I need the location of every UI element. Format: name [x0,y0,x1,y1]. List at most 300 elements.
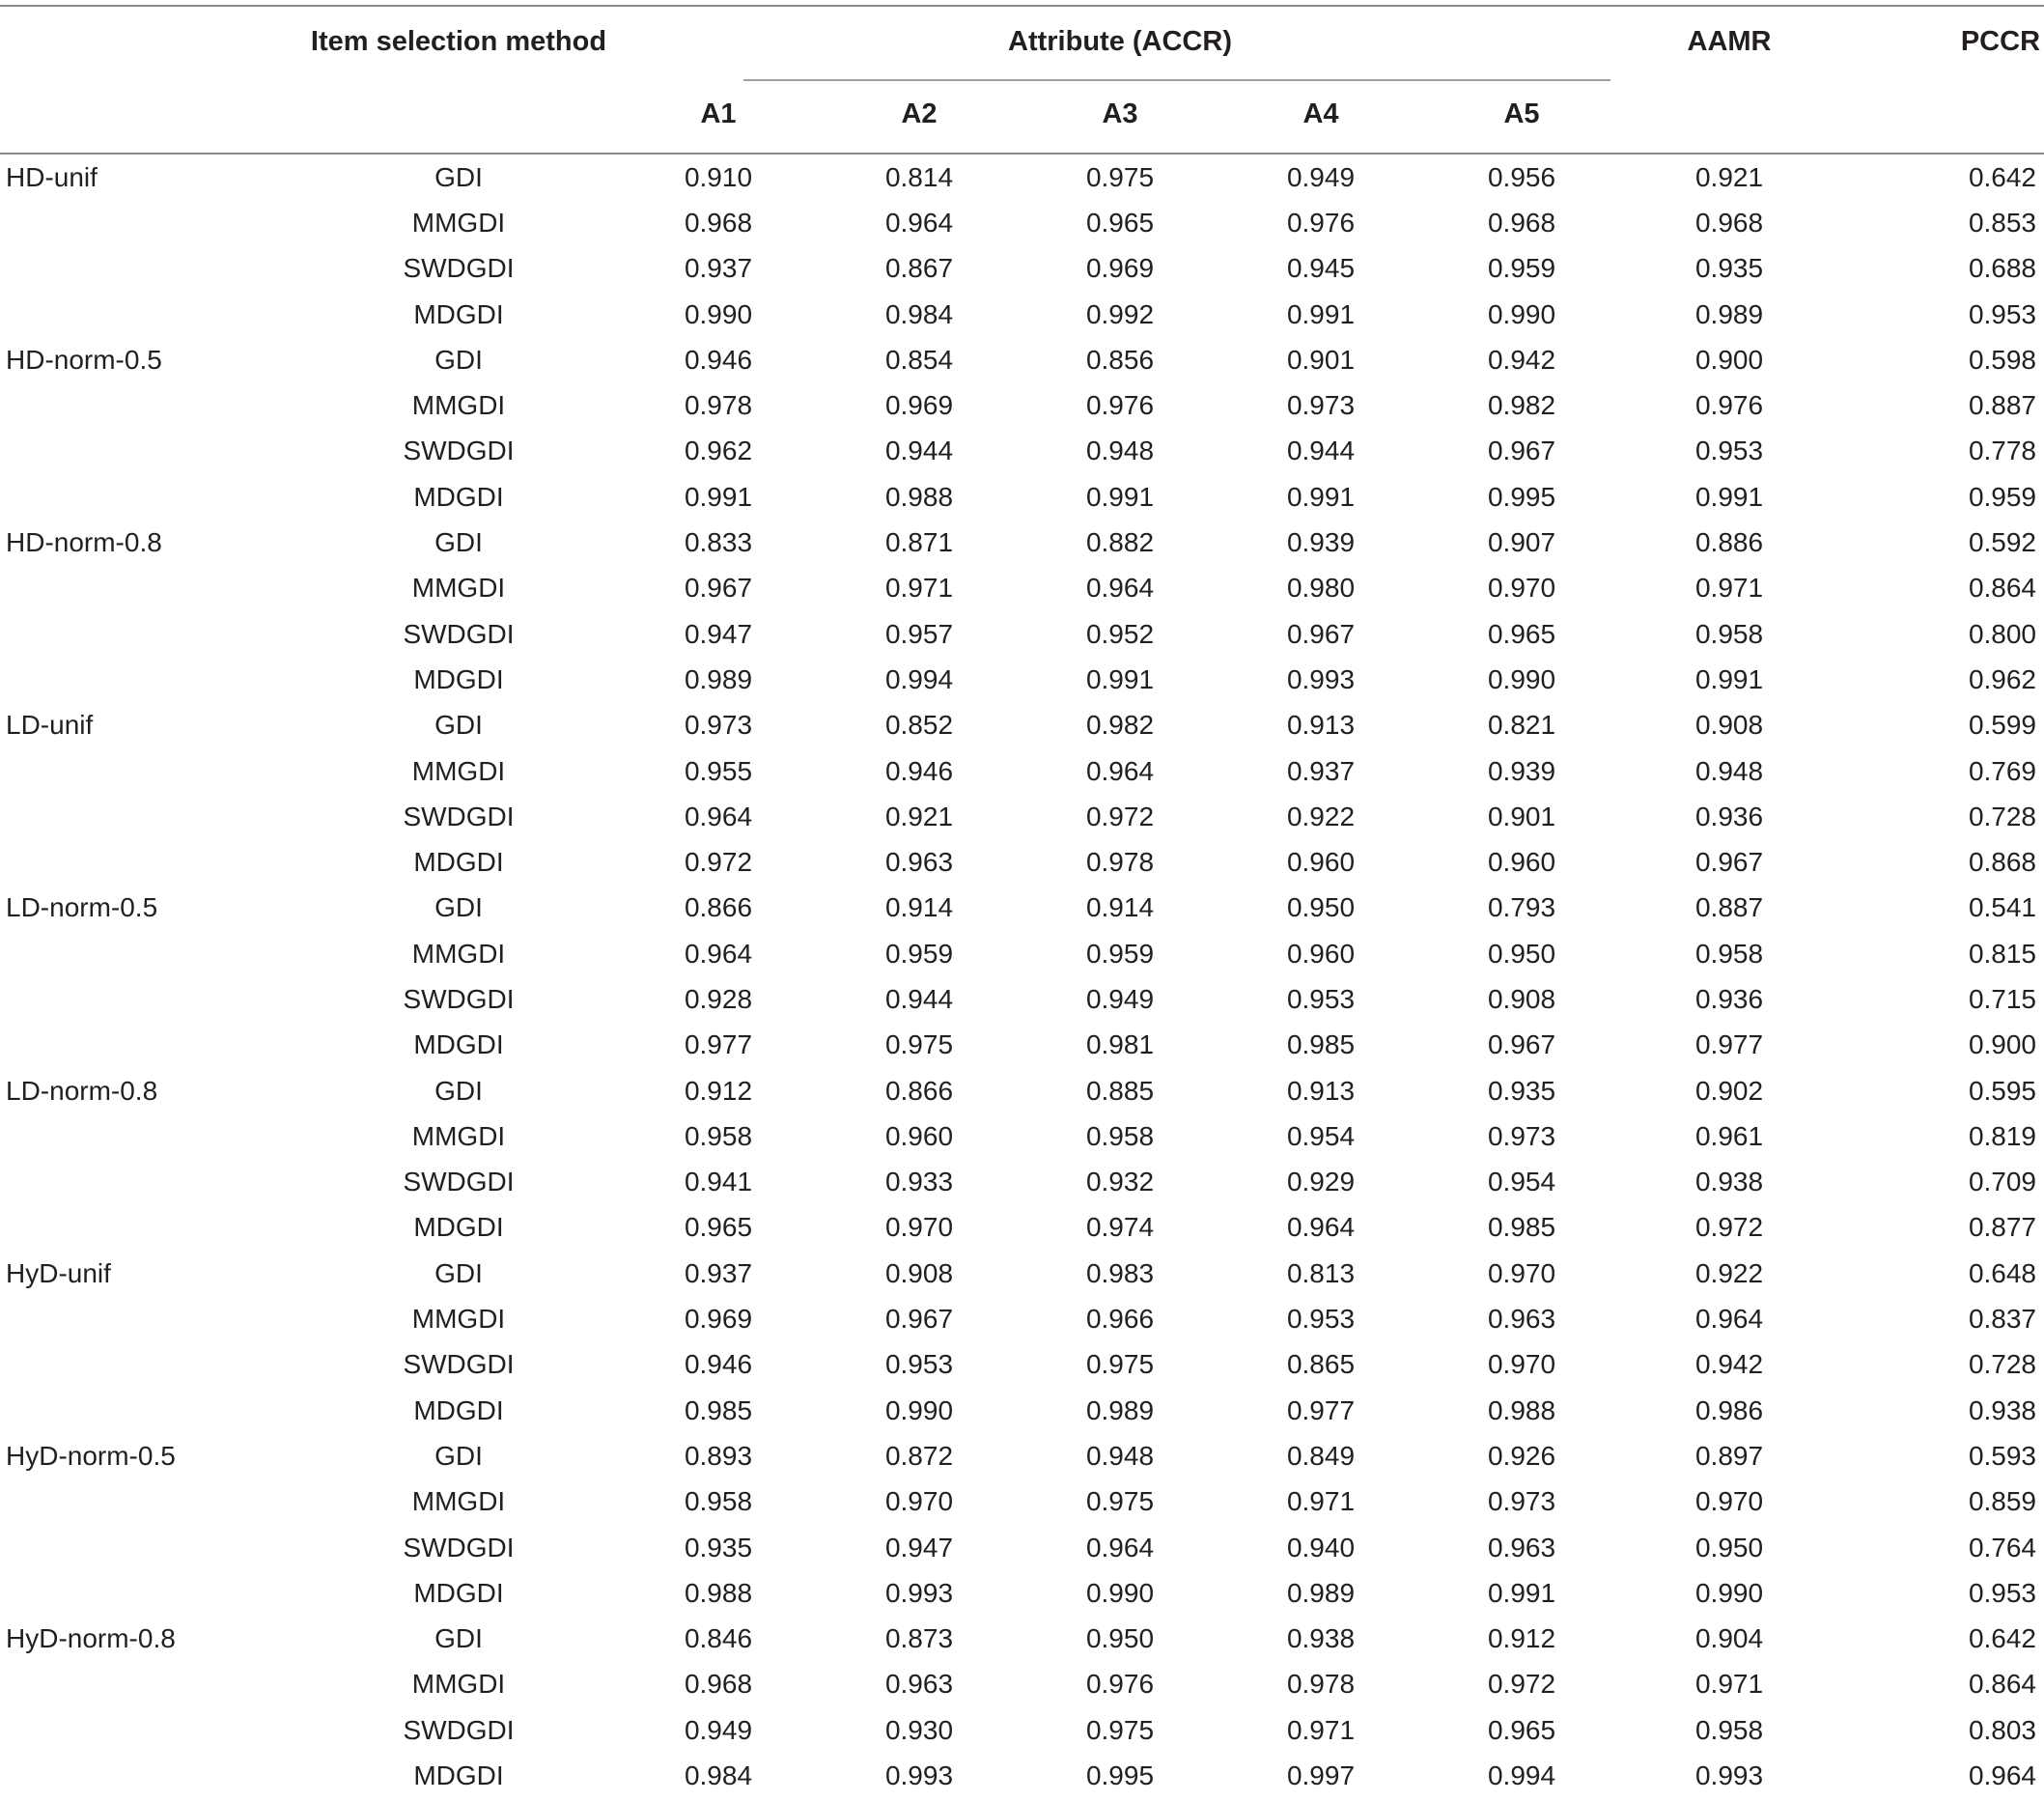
method-cell: GDI [434,527,483,558]
a4-cell: 0.997 [1286,1760,1356,1791]
a2-cell: 0.872 [884,1440,954,1471]
table-row [0,474,2044,520]
a1-cell: 0.968 [684,207,753,238]
pccr-cell: 0.599 [1968,710,2037,741]
a5-cell: 0.939 [1487,755,1556,786]
aamr-cell: 0.922 [1694,1257,1764,1288]
a1-cell: 0.866 [684,892,753,923]
a2-cell: 0.867 [884,253,954,284]
a1-cell: 0.977 [684,1029,753,1060]
aamr-cell: 0.991 [1694,663,1764,694]
a5-cell: 0.963 [1487,1304,1556,1335]
a5-cell: 0.793 [1487,892,1556,923]
condition-cell [0,1388,299,1433]
a5-cell: 0.967 [1487,436,1556,466]
a3-cell: 0.995 [1085,1760,1155,1791]
pccr-cell: 0.900 [1968,1029,2037,1060]
a4-cell: 0.865 [1286,1349,1356,1380]
pccr-cell: 0.868 [1968,847,2037,878]
a5-cell: 0.973 [1487,1120,1556,1151]
aamr-cell: 0.897 [1694,1440,1764,1471]
a3-cell: 0.950 [1085,1623,1155,1654]
aamr-cell: 0.958 [1694,618,1764,649]
condition-cell [0,382,299,428]
a4-cell: 0.991 [1286,481,1356,512]
a4-cell: 0.939 [1286,527,1356,558]
a4-cell: 0.913 [1286,1075,1356,1106]
condition-cell: LD-norm-0.5 [6,892,158,923]
method-cell: MMGDI [411,1120,506,1151]
a5-cell: 0.960 [1487,847,1556,878]
a4-cell: 0.945 [1286,253,1356,284]
pccr-cell: 0.769 [1968,755,2037,786]
condition-cell: HyD-unif [6,1257,111,1288]
a1-cell: 0.964 [684,801,753,831]
method-cell: GDI [434,1440,483,1471]
a5-cell: 0.965 [1487,618,1556,649]
a2-cell: 0.933 [884,1167,954,1197]
condition-cell [0,1753,299,1798]
method-cell: MMGDI [411,573,506,604]
aamr-cell: 0.972 [1694,1212,1764,1243]
condition-cell [0,292,299,337]
header-condition-blank-2 [0,75,299,154]
table-row [0,1251,2044,1296]
method-cell: MDGDI [413,1577,504,1608]
a5-cell: 0.968 [1487,207,1556,238]
a2-cell: 0.908 [884,1257,954,1288]
method-cell: MDGDI [413,1212,504,1243]
condition-cell [0,1160,299,1205]
a1-cell: 0.988 [684,1577,753,1608]
a5-cell: 0.926 [1487,1440,1556,1471]
a1-cell: 0.833 [684,527,753,558]
a5-cell: 0.973 [1487,1486,1556,1517]
method-cell: MDGDI [413,1394,504,1425]
a5-cell: 0.935 [1487,1075,1556,1106]
a5-cell: 0.970 [1487,1349,1556,1380]
a2-cell: 0.866 [884,1075,954,1106]
a4-cell: 0.813 [1286,1257,1356,1288]
a5-cell: 0.956 [1487,161,1556,192]
a4-cell: 0.980 [1286,573,1356,604]
aamr-cell: 0.942 [1694,1349,1764,1380]
a5-cell: 0.821 [1487,710,1556,741]
aamr-cell: 0.902 [1694,1075,1764,1106]
pccr-cell: 0.953 [1968,1577,2037,1608]
table-row [0,1570,2044,1616]
method-cell: MDGDI [413,1029,504,1060]
table-row [0,337,2044,382]
a3-cell: 0.976 [1085,1669,1155,1700]
a4-cell: 0.953 [1286,1304,1356,1335]
a1-cell: 0.946 [684,344,753,375]
aamr-cell: 0.950 [1694,1532,1764,1563]
header-pccr-blank [1836,75,2044,154]
a5-cell: 0.908 [1487,983,1556,1014]
condition-cell [0,200,299,245]
condition-cell: HD-norm-0.8 [6,527,162,558]
aamr-cell: 0.977 [1694,1029,1764,1060]
method-cell: MDGDI [413,663,504,694]
aamr-cell: 0.990 [1694,1577,1764,1608]
aamr-cell: 0.953 [1694,436,1764,466]
table-row [0,1617,2044,1662]
a1-cell: 0.984 [684,1760,753,1791]
method-cell: GDI [434,344,483,375]
pccr-cell: 0.859 [1968,1486,2037,1517]
table-row [0,657,2044,702]
pccr-cell: 0.962 [1968,663,2037,694]
a2-cell: 0.971 [884,573,954,604]
aamr-cell: 0.971 [1694,1669,1764,1700]
pccr-cell: 0.800 [1968,618,2037,649]
table-row [0,154,2044,200]
a2-cell: 0.953 [884,1349,954,1380]
aamr-cell: 0.958 [1694,938,1764,969]
table-row [0,1707,2044,1753]
pccr-cell: 0.778 [1968,436,2037,466]
a2-cell: 0.959 [884,938,954,969]
method-cell: GDI [434,1257,483,1288]
pccr-cell: 0.837 [1968,1304,2037,1335]
a5-cell: 0.982 [1487,390,1556,421]
aamr-cell: 0.886 [1694,527,1764,558]
pccr-cell: 0.853 [1968,207,2037,238]
pccr-cell: 0.938 [1968,1394,2037,1425]
a3-cell: 0.932 [1085,1167,1155,1197]
table-row [0,839,2044,885]
a1-cell: 0.941 [684,1167,753,1197]
table-row [0,1662,2044,1707]
method-cell: SWDGDI [403,1714,515,1745]
a2-cell: 0.921 [884,801,954,831]
condition-cell: HD-norm-0.5 [6,344,162,375]
aamr-cell: 0.948 [1694,755,1764,786]
a5-cell: 0.991 [1487,1577,1556,1608]
a5-cell: 0.959 [1487,253,1556,284]
a3-cell: 0.948 [1085,436,1155,466]
table-row [0,1479,2044,1525]
a1-cell: 0.965 [684,1212,753,1243]
a2-cell: 0.969 [884,390,954,421]
header-condition-blank [0,6,299,75]
a1-cell: 0.955 [684,755,753,786]
table-row [0,520,2044,565]
header-method-blank-2 [299,75,618,154]
a3-cell: 0.975 [1085,1349,1155,1380]
a3-cell: 0.992 [1085,298,1155,329]
pccr-cell: 0.541 [1968,892,2037,923]
a2-cell: 0.960 [884,1120,954,1151]
a3-cell: 0.982 [1085,710,1155,741]
method-cell: MMGDI [411,390,506,421]
aamr-cell: 0.989 [1694,298,1764,329]
a3-cell: 0.856 [1085,344,1155,375]
a2-cell: 0.944 [884,436,954,466]
pccr-cell: 0.728 [1968,801,2037,831]
table-header [0,6,2044,154]
table-row [0,886,2044,931]
a3-cell: 0.972 [1085,801,1155,831]
a2-cell: 0.944 [884,983,954,1014]
a1-cell: 0.972 [684,847,753,878]
a5-cell: 0.970 [1487,1257,1556,1288]
table-row [0,1388,2044,1433]
method-cell: SWDGDI [403,983,515,1014]
a2-cell: 0.993 [884,1760,954,1791]
a4-cell: 0.913 [1286,710,1356,741]
a1-cell: 0.947 [684,618,753,649]
method-cell: SWDGDI [403,801,515,831]
a3-cell: 0.952 [1085,618,1155,649]
header-a1: A1 [618,75,819,154]
method-cell: GDI [434,710,483,741]
a4-cell: 0.954 [1286,1120,1356,1151]
a1-cell: 0.964 [684,938,753,969]
aamr-cell: 0.936 [1694,801,1764,831]
results-table [0,6,2044,1799]
a3-cell: 0.989 [1085,1394,1155,1425]
a2-cell: 0.970 [884,1486,954,1517]
table-row [0,611,2044,657]
header-attribute-group: Attribute (ACCR) [1008,25,1232,57]
condition-cell [0,611,299,657]
a3-cell: 0.959 [1085,938,1155,969]
a3-cell: 0.978 [1085,847,1155,878]
aamr-cell: 0.904 [1694,1623,1764,1654]
table-row [0,748,2044,794]
a5-cell: 0.965 [1487,1714,1556,1745]
a1-cell: 0.958 [684,1120,753,1151]
a3-cell: 0.975 [1085,1714,1155,1745]
a2-cell: 0.873 [884,1623,954,1654]
table-row [0,1205,2044,1251]
a2-cell: 0.970 [884,1212,954,1243]
method-cell: MMGDI [411,938,506,969]
table-row [0,976,2044,1022]
method-cell: MMGDI [411,1486,506,1517]
a2-cell: 0.994 [884,663,954,694]
a3-cell: 0.948 [1085,1440,1155,1471]
table-row [0,200,2044,245]
aamr-cell: 0.986 [1694,1394,1764,1425]
table-row [0,246,2044,292]
a1-cell: 0.949 [684,1714,753,1745]
pccr-cell: 0.648 [1968,1257,2037,1288]
a3-cell: 0.990 [1085,1577,1155,1608]
aamr-cell: 0.991 [1694,481,1764,512]
table-row [0,1068,2044,1113]
method-cell: SWDGDI [403,436,515,466]
aamr-cell: 0.908 [1694,710,1764,741]
table-row [0,1113,2044,1159]
a2-cell: 0.871 [884,527,954,558]
a3-cell: 0.983 [1085,1257,1155,1288]
condition-cell [0,976,299,1022]
condition-cell [0,1662,299,1707]
a5-cell: 0.990 [1487,663,1556,694]
a4-cell: 0.950 [1286,892,1356,923]
a4-cell: 0.973 [1286,390,1356,421]
condition-cell [0,429,299,474]
a2-cell: 0.946 [884,755,954,786]
a2-cell: 0.964 [884,207,954,238]
method-cell: SWDGDI [403,1532,515,1563]
pccr-cell: 0.803 [1968,1714,2037,1745]
table-row [0,794,2044,839]
a2-cell: 0.947 [884,1532,954,1563]
a1-cell: 0.991 [684,481,753,512]
aamr-cell: 0.936 [1694,983,1764,1014]
aamr-cell: 0.971 [1694,573,1764,604]
table-row [0,429,2044,474]
method-cell: MDGDI [413,298,504,329]
condition-cell [0,1707,299,1753]
method-cell: MDGDI [413,1760,504,1791]
aamr-cell: 0.887 [1694,892,1764,923]
a4-cell: 0.976 [1286,207,1356,238]
a4-cell: 0.949 [1286,161,1356,192]
method-cell: MDGDI [413,847,504,878]
a4-cell: 0.922 [1286,801,1356,831]
method-cell: GDI [434,161,483,192]
method-cell: MMGDI [411,1304,506,1335]
a5-cell: 0.907 [1487,527,1556,558]
condition-cell [0,1113,299,1159]
aamr-cell: 0.967 [1694,847,1764,878]
a1-cell: 0.937 [684,253,753,284]
a1-cell: 0.990 [684,298,753,329]
a4-cell: 0.849 [1286,1440,1356,1471]
a4-cell: 0.989 [1286,1577,1356,1608]
a1-cell: 0.946 [684,1349,753,1380]
aamr-cell: 0.900 [1694,344,1764,375]
aamr-cell: 0.935 [1694,253,1764,284]
method-cell: SWDGDI [403,253,515,284]
a2-cell: 0.975 [884,1029,954,1060]
table-row [0,1160,2044,1205]
a5-cell: 0.901 [1487,801,1556,831]
a2-cell: 0.852 [884,710,954,741]
a3-cell: 0.914 [1085,892,1155,923]
a2-cell: 0.930 [884,1714,954,1745]
aamr-cell: 0.938 [1694,1167,1764,1197]
a3-cell: 0.882 [1085,527,1155,558]
header-aamr: AAMR [1687,25,1772,57]
a1-cell: 0.985 [684,1394,753,1425]
pccr-cell: 0.819 [1968,1120,2037,1151]
a3-cell: 0.966 [1085,1304,1155,1335]
pccr-cell: 0.688 [1968,253,2037,284]
a1-cell: 0.978 [684,390,753,421]
pccr-cell: 0.642 [1968,1623,2037,1654]
method-cell: MMGDI [411,755,506,786]
a3-cell: 0.976 [1085,390,1155,421]
a3-cell: 0.991 [1085,663,1155,694]
a2-cell: 0.854 [884,344,954,375]
table-row [0,1433,2044,1478]
condition-cell [0,794,299,839]
a4-cell: 0.937 [1286,755,1356,786]
header-a4: A4 [1220,75,1421,154]
a3-cell: 0.965 [1085,207,1155,238]
a3-cell: 0.964 [1085,573,1155,604]
a5-cell: 0.990 [1487,298,1556,329]
aamr-cell: 0.976 [1694,390,1764,421]
a1-cell: 0.935 [684,1532,753,1563]
a3-cell: 0.949 [1085,983,1155,1014]
a5-cell: 0.963 [1487,1532,1556,1563]
a1-cell: 0.928 [684,983,753,1014]
condition-cell: HyD-norm-0.5 [6,1440,176,1471]
aamr-cell: 0.921 [1694,161,1764,192]
a5-cell: 0.994 [1487,1760,1556,1791]
pccr-cell: 0.959 [1968,481,2037,512]
condition-cell: HD-unif [6,161,98,192]
a3-cell: 0.964 [1085,1532,1155,1563]
a3-cell: 0.974 [1085,1212,1155,1243]
a2-cell: 0.957 [884,618,954,649]
method-cell: GDI [434,892,483,923]
a5-cell: 0.967 [1487,1029,1556,1060]
a3-cell: 0.964 [1085,755,1155,786]
aamr-cell: 0.968 [1694,207,1764,238]
a1-cell: 0.969 [684,1304,753,1335]
condition-cell [0,474,299,520]
a4-cell: 0.953 [1286,983,1356,1014]
method-cell: SWDGDI [403,618,515,649]
a3-cell: 0.969 [1085,253,1155,284]
method-cell: SWDGDI [403,1349,515,1380]
a4-cell: 0.971 [1286,1486,1356,1517]
pccr-cell: 0.877 [1968,1212,2037,1243]
a4-cell: 0.978 [1286,1669,1356,1700]
a4-cell: 0.901 [1286,344,1356,375]
header-a5: A5 [1421,75,1622,154]
a4-cell: 0.993 [1286,663,1356,694]
condition-cell: HyD-norm-0.8 [6,1623,176,1654]
a4-cell: 0.960 [1286,847,1356,878]
a5-cell: 0.954 [1487,1167,1556,1197]
condition-cell [0,1296,299,1341]
a3-cell: 0.958 [1085,1120,1155,1151]
pccr-cell: 0.592 [1968,527,2037,558]
a2-cell: 0.963 [884,847,954,878]
aamr-cell: 0.993 [1694,1760,1764,1791]
condition-cell: LD-unif [6,710,94,741]
a5-cell: 0.942 [1487,344,1556,375]
pccr-cell: 0.887 [1968,390,2037,421]
method-cell: MMGDI [411,1669,506,1700]
a3-cell: 0.885 [1085,1075,1155,1106]
method-cell: GDI [434,1623,483,1654]
aamr-cell: 0.970 [1694,1486,1764,1517]
header-a3: A3 [1020,75,1220,154]
a4-cell: 0.971 [1286,1714,1356,1745]
a4-cell: 0.940 [1286,1532,1356,1563]
method-cell: SWDGDI [403,1167,515,1197]
a3-cell: 0.975 [1085,1486,1155,1517]
a3-cell: 0.975 [1085,161,1155,192]
a5-cell: 0.988 [1487,1394,1556,1425]
aamr-cell: 0.958 [1694,1714,1764,1745]
table-row [0,1753,2044,1798]
a4-cell: 0.967 [1286,618,1356,649]
header-a2: A2 [819,75,1020,154]
pccr-cell: 0.953 [1968,298,2037,329]
a4-cell: 0.985 [1286,1029,1356,1060]
